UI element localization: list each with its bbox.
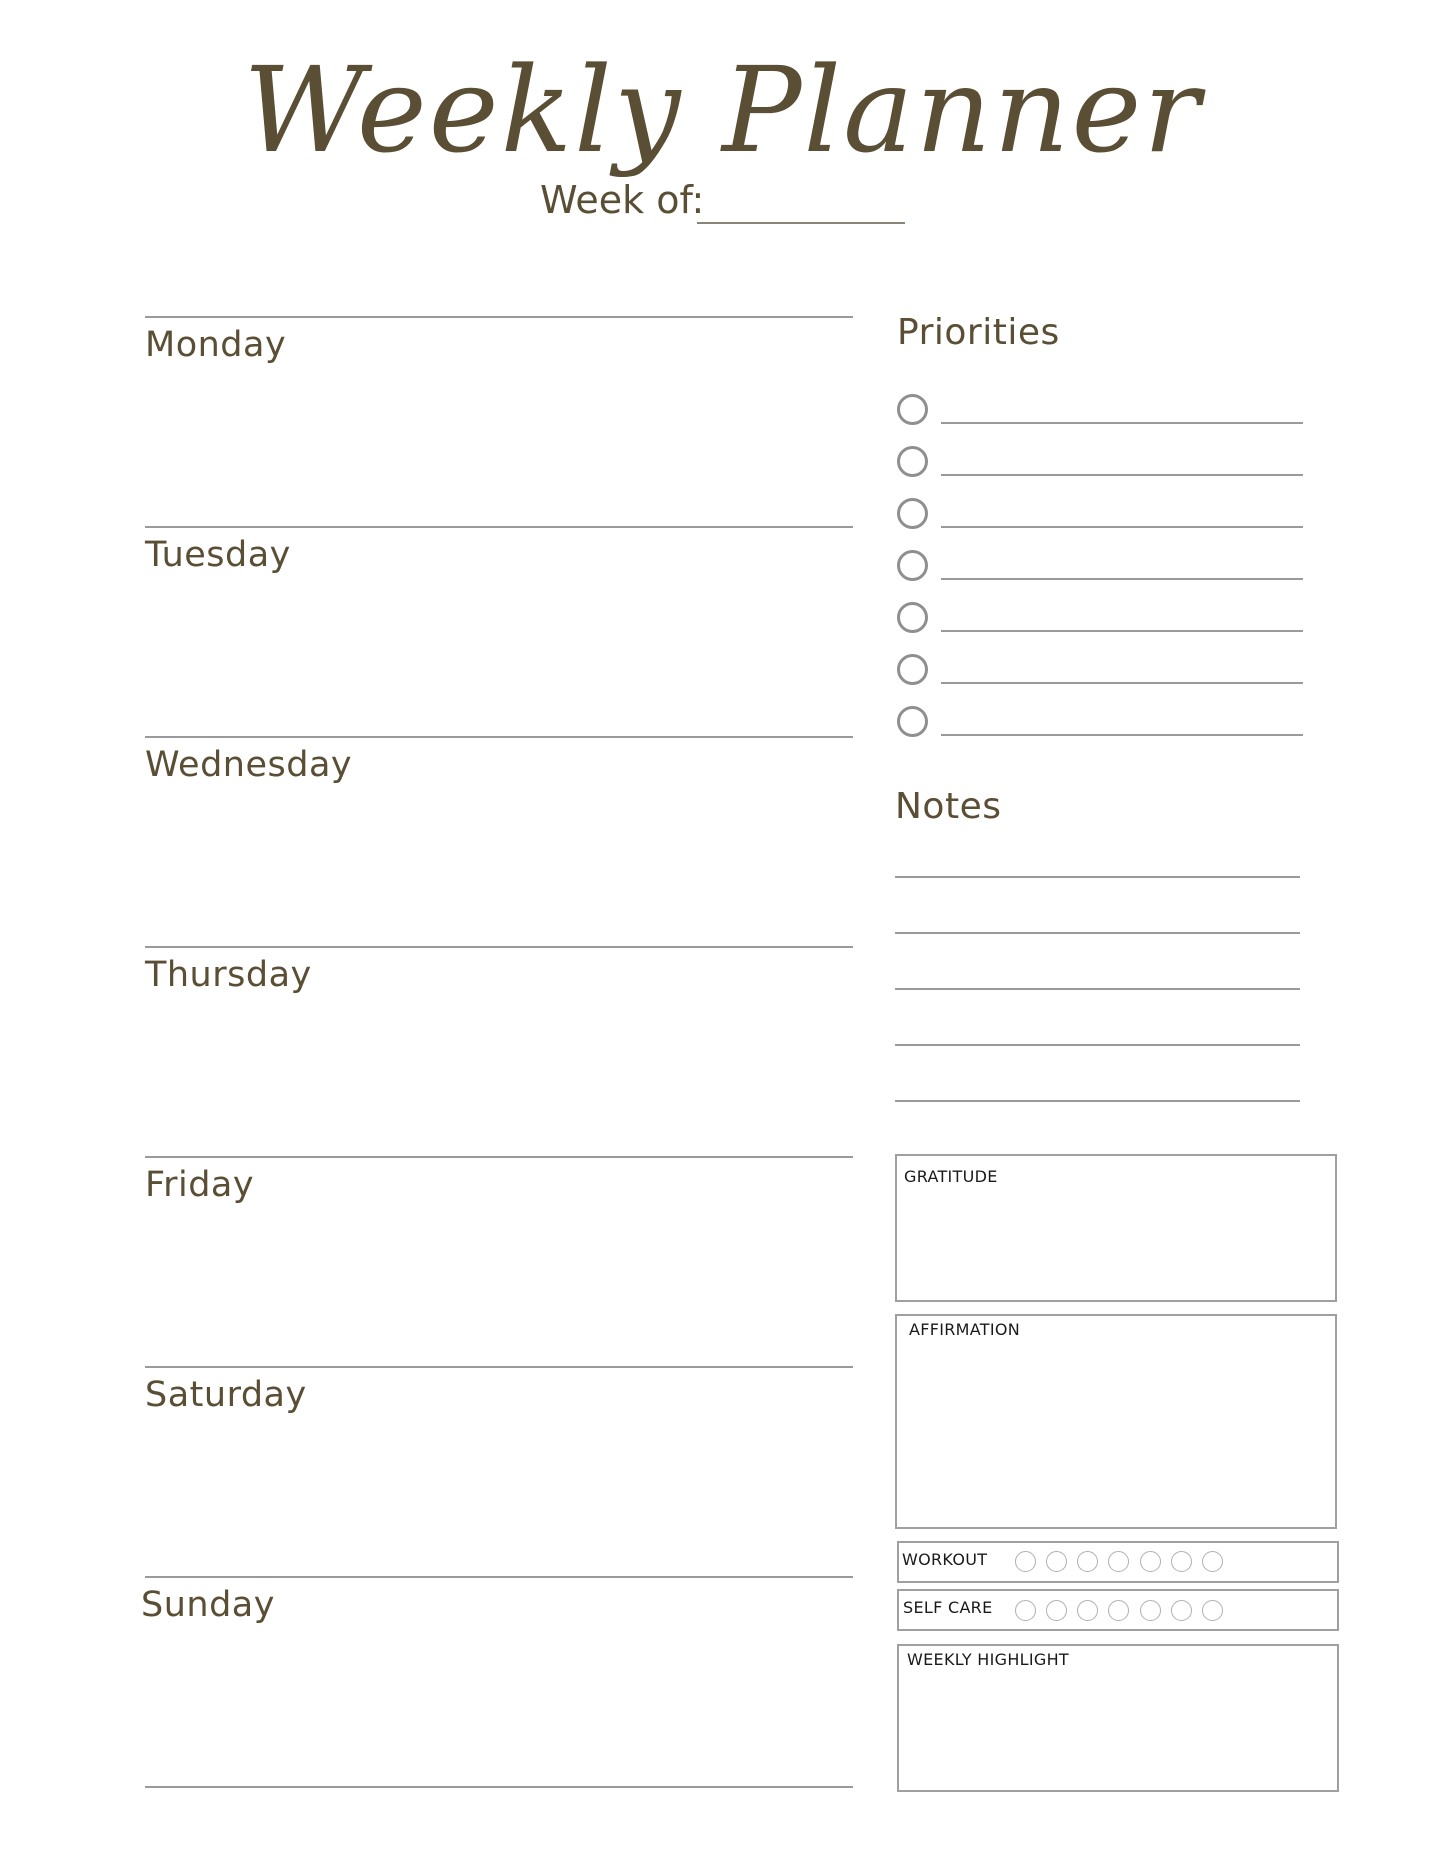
day-top-rule — [145, 316, 853, 318]
day-rule-thursday — [145, 1156, 853, 1158]
self-care-label: SELF CARE — [903, 1598, 993, 1617]
priority-line[interactable] — [941, 578, 1303, 580]
self-care-day-checkbox[interactable] — [1015, 1600, 1036, 1621]
workout-day-checkbox[interactable] — [1046, 1551, 1067, 1572]
self-care-day-checkbox[interactable] — [1140, 1600, 1161, 1621]
week-of-input-line[interactable] — [697, 222, 905, 224]
day-label-saturday: Saturday — [145, 1375, 307, 1415]
note-line[interactable] — [895, 1044, 1300, 1046]
workout-day-checkbox[interactable] — [1077, 1551, 1098, 1572]
day-rule-friday — [145, 1366, 853, 1368]
self-care-day-checkbox[interactable] — [1108, 1600, 1129, 1621]
day-label-tuesday: Tuesday — [145, 535, 291, 575]
day-label-monday: Monday — [145, 325, 287, 365]
note-line[interactable] — [895, 876, 1300, 878]
day-rule-monday — [145, 526, 853, 528]
priority-checkbox[interactable] — [897, 706, 928, 737]
day-rule-sunday — [145, 1786, 853, 1788]
day-label-sunday: Sunday — [141, 1585, 275, 1625]
workout-label: WORKOUT — [902, 1550, 988, 1569]
self-care-day-checkbox[interactable] — [1077, 1600, 1098, 1621]
priorities-title: Priorities — [897, 312, 1060, 353]
workout-day-checkbox[interactable] — [1140, 1551, 1161, 1572]
day-label-thursday: Thursday — [145, 955, 312, 995]
self-care-day-checkbox[interactable] — [1046, 1600, 1067, 1621]
weekly-highlight-label: WEEKLY HIGHLIGHT — [907, 1650, 1069, 1669]
priority-line[interactable] — [941, 474, 1303, 476]
workout-day-checkbox[interactable] — [1202, 1551, 1223, 1572]
priority-line[interactable] — [941, 526, 1303, 528]
day-label-wednesday: Wednesday — [145, 745, 353, 785]
note-line[interactable] — [895, 932, 1300, 934]
priority-line[interactable] — [941, 630, 1303, 632]
note-line[interactable] — [895, 988, 1300, 990]
self-care-day-checkbox[interactable] — [1202, 1600, 1223, 1621]
priority-line[interactable] — [941, 734, 1303, 736]
week-of-label: Week of: — [540, 178, 705, 222]
priority-checkbox[interactable] — [897, 446, 928, 477]
priority-line[interactable] — [941, 422, 1303, 424]
day-rule-wednesday — [145, 946, 853, 948]
notes-title: Notes — [895, 786, 1002, 827]
day-rule-tuesday — [145, 736, 853, 738]
gratitude-label: GRATITUDE — [904, 1167, 998, 1186]
affirmation-label: AFFIRMATION — [909, 1320, 1021, 1339]
workout-day-checkbox[interactable] — [1015, 1551, 1036, 1572]
day-label-friday: Friday — [145, 1165, 255, 1205]
workout-day-checkbox[interactable] — [1171, 1551, 1192, 1572]
priority-line[interactable] — [941, 682, 1303, 684]
page-title: Weekly Planner — [243, 41, 1202, 179]
note-line[interactable] — [895, 1100, 1300, 1102]
affirmation-box[interactable] — [895, 1314, 1337, 1529]
priority-checkbox[interactable] — [897, 602, 928, 633]
day-rule-saturday — [145, 1576, 853, 1578]
priority-checkbox[interactable] — [897, 498, 928, 529]
self-care-day-checkbox[interactable] — [1171, 1600, 1192, 1621]
priority-checkbox[interactable] — [897, 394, 928, 425]
workout-day-checkbox[interactable] — [1108, 1551, 1129, 1572]
priority-checkbox[interactable] — [897, 654, 928, 685]
priority-checkbox[interactable] — [897, 550, 928, 581]
